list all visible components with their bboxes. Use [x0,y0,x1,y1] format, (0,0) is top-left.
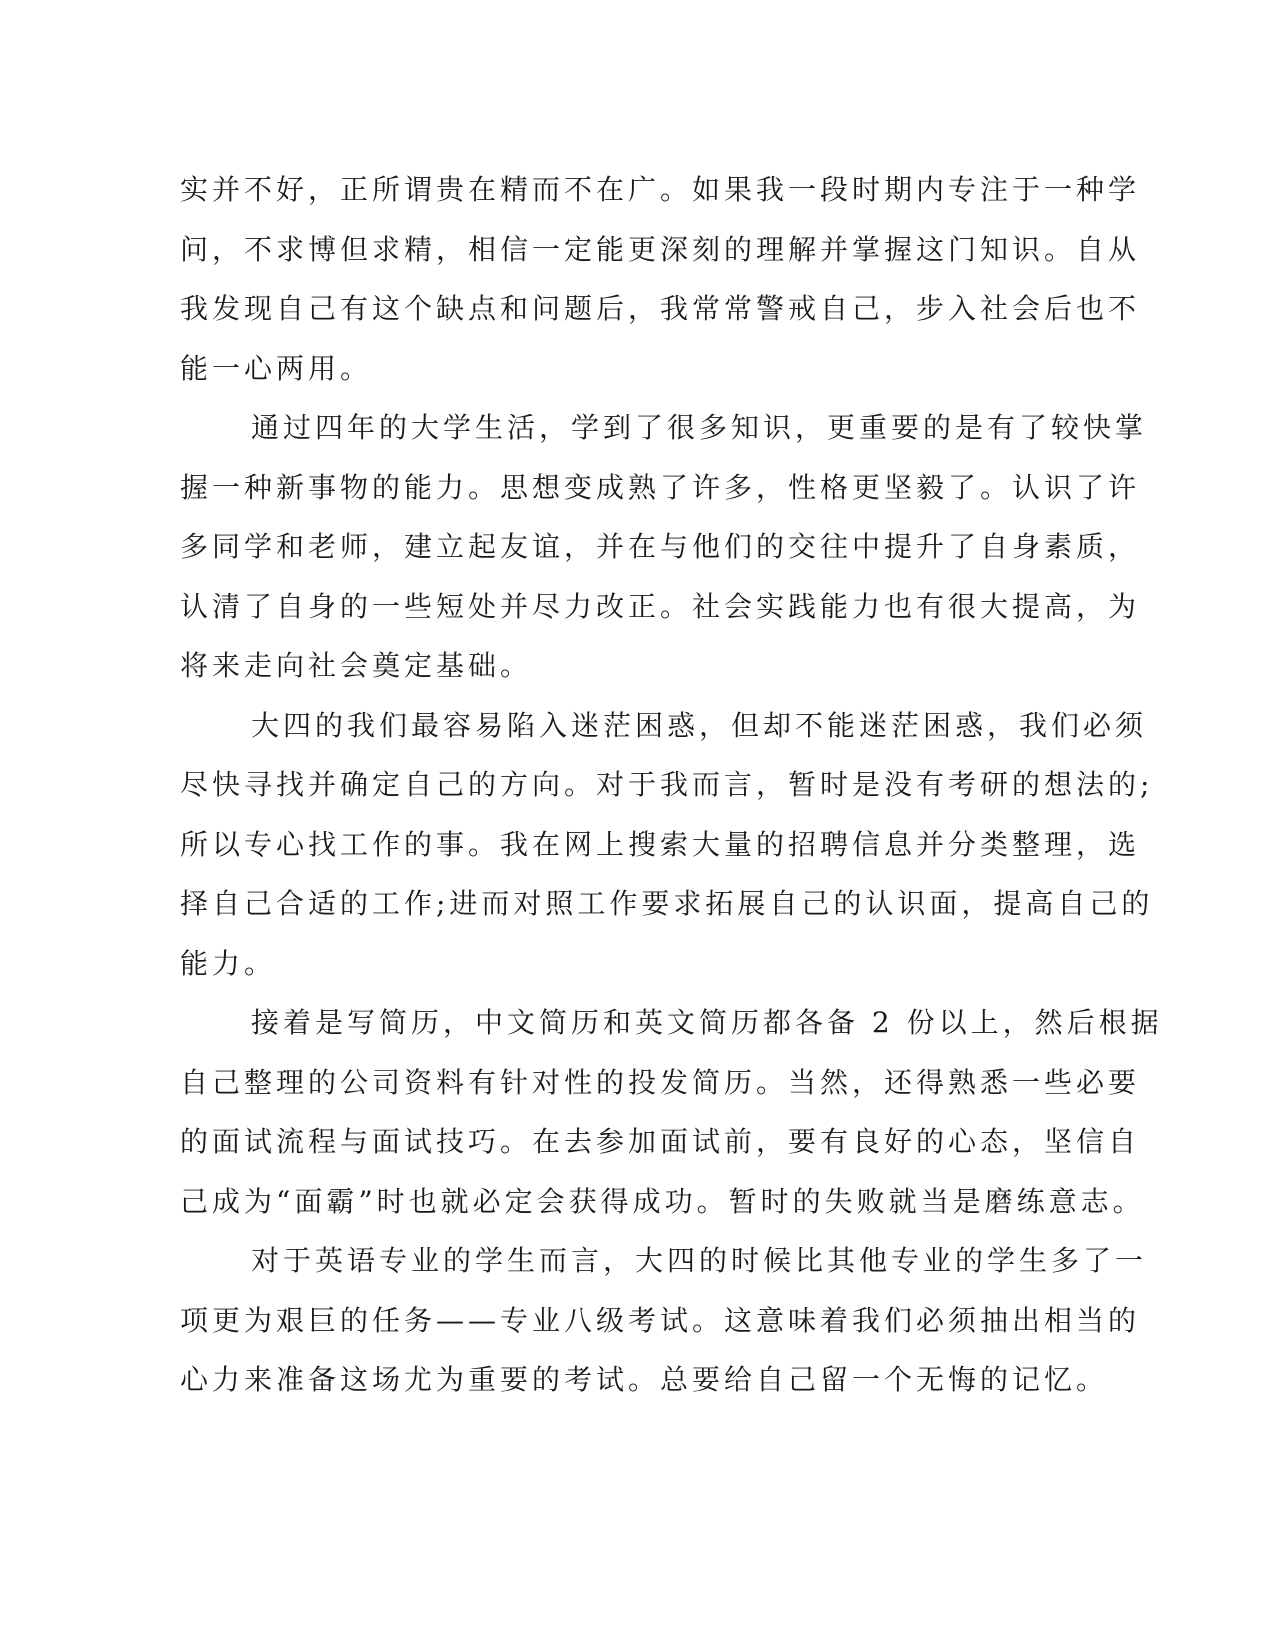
paragraph [180,160,1141,398]
text-line: 心力来准备这场尤为重要的考试。总要给自己留一个无悔的记忆。 [180,1363,1109,1396]
text-line: 实并不好，正所谓贵在精而不在广。如果我一段时期内专注于一种学 [180,173,1141,206]
text-line: 接着是写简历，中文简历和英文简历都各备 2 份以上，然后根据 [251,1006,1163,1039]
text-line: 我发现自己有这个缺点和问题后，我常常警戒自己，步入社会后也不 [180,292,1141,325]
paragraph [180,1231,1148,1410]
text-line: 自己整理的公司资料有针对性的投发简历。当然，还得熟悉一些必要 [180,1065,1141,1099]
paragraph [180,696,1154,994]
text-line: 能力。 [180,946,277,980]
text-line: 己成为“面霸”时也就必定会获得成功。暂时的失败就当是磨练意志。 [180,1184,1145,1218]
paragraph [180,993,1163,1231]
text-line: 项更为艰巨的任务——专业八级考试。这意味着我们必须抽出相当的 [180,1303,1141,1337]
text-line: 对于英语专业的学生而言，大四的时候比其他专业的学生多了一 [251,1244,1148,1277]
text-line: 多同学和老师，建立起友谊，并在与他们的交往中提升了自身素质， [180,530,1141,563]
text-line: 择自己合适的工作;进而对照工作要求拓展自己的认识面，提高自己的 [180,887,1154,920]
text-line: 握一种新事物的能力。思想变成熟了许多，性格更坚毅了。认识了许 [180,470,1141,504]
text-line: 通过四年的大学生活，学到了很多知识，更重要的是有了较快掌 [251,411,1148,444]
paragraph [180,398,1148,696]
text-line: 将来走向社会奠定基础。 [180,649,533,682]
text-line: 大四的我们最容易陷入迷茫困惑，但却不能迷茫困惑，我们必须 [251,708,1148,742]
body-text [180,160,1163,1410]
text-line: 尽快寻找并确定自己的方向。对于我而言，暂时是没有考研的想法的; [180,768,1154,801]
text-line: 能一心两用。 [180,351,373,385]
text-line: 的面试流程与面试技巧。在去参加面试前，要有良好的心态，坚信自 [180,1125,1141,1158]
text-line: 所以专心找工作的事。我在网上搜索大量的招聘信息并分类整理，选 [180,827,1141,861]
text-line: 认清了自身的一些短处并尽力改正。社会实践能力也有很大提高，为 [180,589,1141,623]
text-line: 问，不求博但求精，相信一定能更深刻的理解并掌握这门知识。自从 [180,232,1141,266]
